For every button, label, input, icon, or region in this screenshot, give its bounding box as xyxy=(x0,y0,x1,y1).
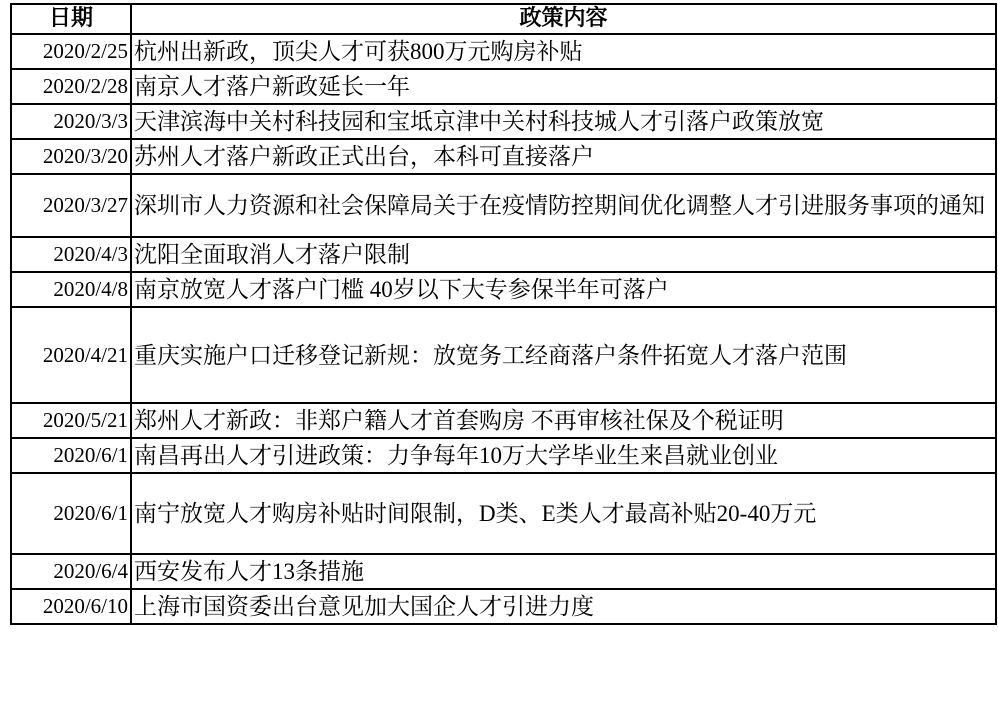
row-date: 2020/4/3 xyxy=(11,237,131,272)
row-content: 南宁放宽人才购房补贴时间限制，D类、E类人才最高补贴20-40万元 xyxy=(131,473,996,554)
table-row xyxy=(11,174,996,237)
row-date: 2020/6/10 xyxy=(11,589,131,624)
row-date: 2020/4/21 xyxy=(11,307,131,403)
row-content: 沈阳全面取消人才落户限制 xyxy=(131,237,996,272)
row-content: 南京人才落户新政延长一年 xyxy=(131,69,996,104)
row-date: 2020/3/3 xyxy=(11,104,131,139)
row-content: 天津滨海中关村科技园和宝坻京津中关村科技城人才引落户政策放宽 xyxy=(131,104,996,139)
row-content: 南京放宽人才落户门槛 40岁以下大专参保半年可落户 xyxy=(131,272,996,307)
table-row xyxy=(11,104,996,139)
row-date: 2020/6/4 xyxy=(11,554,131,589)
table-row xyxy=(11,69,996,104)
row-content: 重庆实施户口迁移登记新规：放宽务工经商落户条件拓宽人才落户范围 xyxy=(131,307,996,403)
header-content: 政策内容 xyxy=(131,4,996,34)
table-row xyxy=(11,589,996,624)
row-date: 2020/4/8 xyxy=(11,272,131,307)
table-row xyxy=(11,438,996,473)
table-row xyxy=(11,237,996,272)
row-content: 深圳市人力资源和社会保障局关于在疫情防控期间优化调整人才引进服务事项的通知 xyxy=(131,174,996,237)
table-row xyxy=(11,554,996,589)
row-date: 2020/2/28 xyxy=(11,69,131,104)
table-row xyxy=(11,403,996,438)
row-content: 西安发布人才13条措施 xyxy=(131,554,996,589)
table-row xyxy=(11,34,996,69)
table-row xyxy=(11,473,996,554)
row-date: 2020/2/25 xyxy=(11,34,131,69)
row-content: 南昌再出人才引进政策：力争每年10万大学毕业生来昌就业创业 xyxy=(131,438,996,473)
row-content: 杭州出新政，顶尖人才可获800万元购房补贴 xyxy=(131,34,996,69)
policy-table xyxy=(10,3,997,625)
table-row xyxy=(11,307,996,403)
table-row xyxy=(11,139,996,174)
row-date: 2020/3/27 xyxy=(11,174,131,237)
row-content: 郑州人才新政：非郑户籍人才首套购房 不再审核社保及个税证明 xyxy=(131,403,996,438)
row-date: 2020/3/20 xyxy=(11,139,131,174)
row-date: 2020/5/21 xyxy=(11,403,131,438)
row-date: 2020/6/1 xyxy=(11,473,131,554)
row-date: 2020/6/1 xyxy=(11,438,131,473)
row-content: 苏州人才落户新政正式出台，本科可直接落户 xyxy=(131,139,996,174)
header-date: 日期 xyxy=(11,4,131,34)
row-content: 上海市国资委出台意见加大国企人才引进力度 xyxy=(131,589,996,624)
table-header-row xyxy=(11,4,996,34)
table-row xyxy=(11,272,996,307)
